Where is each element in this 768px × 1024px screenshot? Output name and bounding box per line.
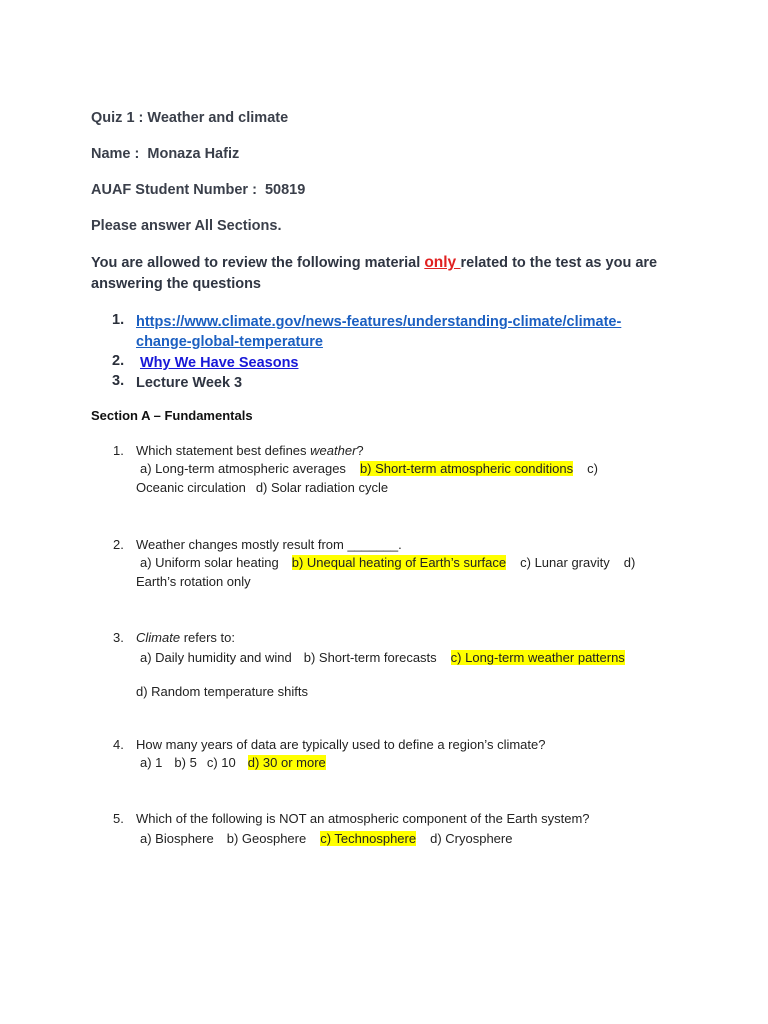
options-line-1: [140, 461, 598, 476]
intro-text-after: related to the test as you are answering the questions: [91, 255, 658, 292]
question-text: Which statement best defines weather?: [136, 443, 364, 458]
option-c: c) Lunar gravity: [520, 555, 610, 570]
option-d-answer: d) 30 or more: [247, 755, 326, 770]
intro-text-before: You are allowed to review the following material: [91, 255, 425, 271]
name-line: [91, 146, 239, 162]
option-a: a) Long-term atmospheric averages: [140, 461, 346, 476]
options-line-1: [140, 831, 512, 846]
option-c-answer: c) Long-term weather patterns: [450, 650, 625, 665]
student-number-label: AUAF Student Number :: [91, 182, 257, 198]
name-value: Monaza Hafiz: [147, 146, 240, 162]
question-number: 3.: [113, 630, 124, 645]
question-text: How many years of data are typically used to define a region’s climate?: [136, 737, 546, 752]
option-d: d) Solar radiation cycle: [255, 480, 389, 495]
option-d: d) Random temperature shifts: [136, 684, 308, 699]
option-b-answer: b) Unequal heating of Earth’s surface: [291, 555, 507, 570]
option-b: b) Short-term forecasts: [303, 650, 437, 665]
option-a: a) Uniform solar heating: [140, 555, 279, 570]
option-b: b) Geosphere: [226, 831, 307, 846]
material-number: 2.: [112, 353, 125, 369]
question-text: Which of the following is NOT an atmospheric component of the Earth system?: [136, 811, 590, 826]
options-line-2: [136, 480, 388, 495]
option-b: b) 5: [174, 755, 197, 770]
link-line-1: https://www.climate.gov/news-features/understanding-climate/climate-: [136, 314, 622, 330]
material-text: Lecture Week 3: [136, 375, 243, 391]
option-a: a) Biosphere: [140, 831, 214, 846]
question-italic-term: Climate: [136, 630, 181, 645]
option-a: a) Daily humidity and wind: [140, 650, 292, 665]
question-number: 4.: [113, 737, 124, 752]
option-c-answer: c) Technosphere: [320, 831, 417, 846]
option-c-continued: Oceanic circulation: [136, 480, 246, 495]
option-c: c) 10: [206, 755, 236, 770]
question-number: 2.: [113, 537, 124, 552]
question-number: 5.: [113, 811, 124, 826]
option-d: d) Cryosphere: [430, 831, 513, 846]
intro-emphasis: only: [424, 254, 461, 271]
name-label: Name :: [91, 146, 140, 162]
question-text: Weather changes mostly result from _______.: [136, 537, 402, 552]
quiz-title: Quiz 1 : Weather and climate: [91, 110, 289, 126]
option-c: c): [587, 461, 598, 476]
material-number: 3.: [112, 373, 125, 389]
student-number-value: 50819: [264, 182, 306, 198]
student-number-line: [91, 182, 305, 198]
question-text: Climate refers to:: [136, 630, 235, 645]
option-d: d): [623, 555, 636, 570]
instruction: Please answer All Sections.: [91, 218, 282, 234]
option-b-answer: b) Short-term atmospheric conditions: [359, 461, 574, 476]
options-line-1: [140, 555, 635, 570]
section-a-title: Section A – Fundamentals: [91, 408, 253, 423]
link-line-2: change-global-temperature: [136, 334, 323, 350]
option-a: a) 1: [140, 755, 163, 770]
intro-paragraph: [91, 252, 681, 295]
option-d-continued: Earth’s rotation only: [136, 574, 251, 589]
question-italic-term: weather: [310, 443, 357, 458]
options-line-1: [140, 755, 326, 770]
climate-gov-link[interactable]: [136, 314, 621, 350]
why-we-have-seasons-link[interactable]: Why We Have Seasons: [140, 355, 299, 371]
options-line-1: [140, 650, 625, 665]
material-number: 1.: [112, 312, 125, 328]
question-number: 1.: [113, 443, 124, 458]
